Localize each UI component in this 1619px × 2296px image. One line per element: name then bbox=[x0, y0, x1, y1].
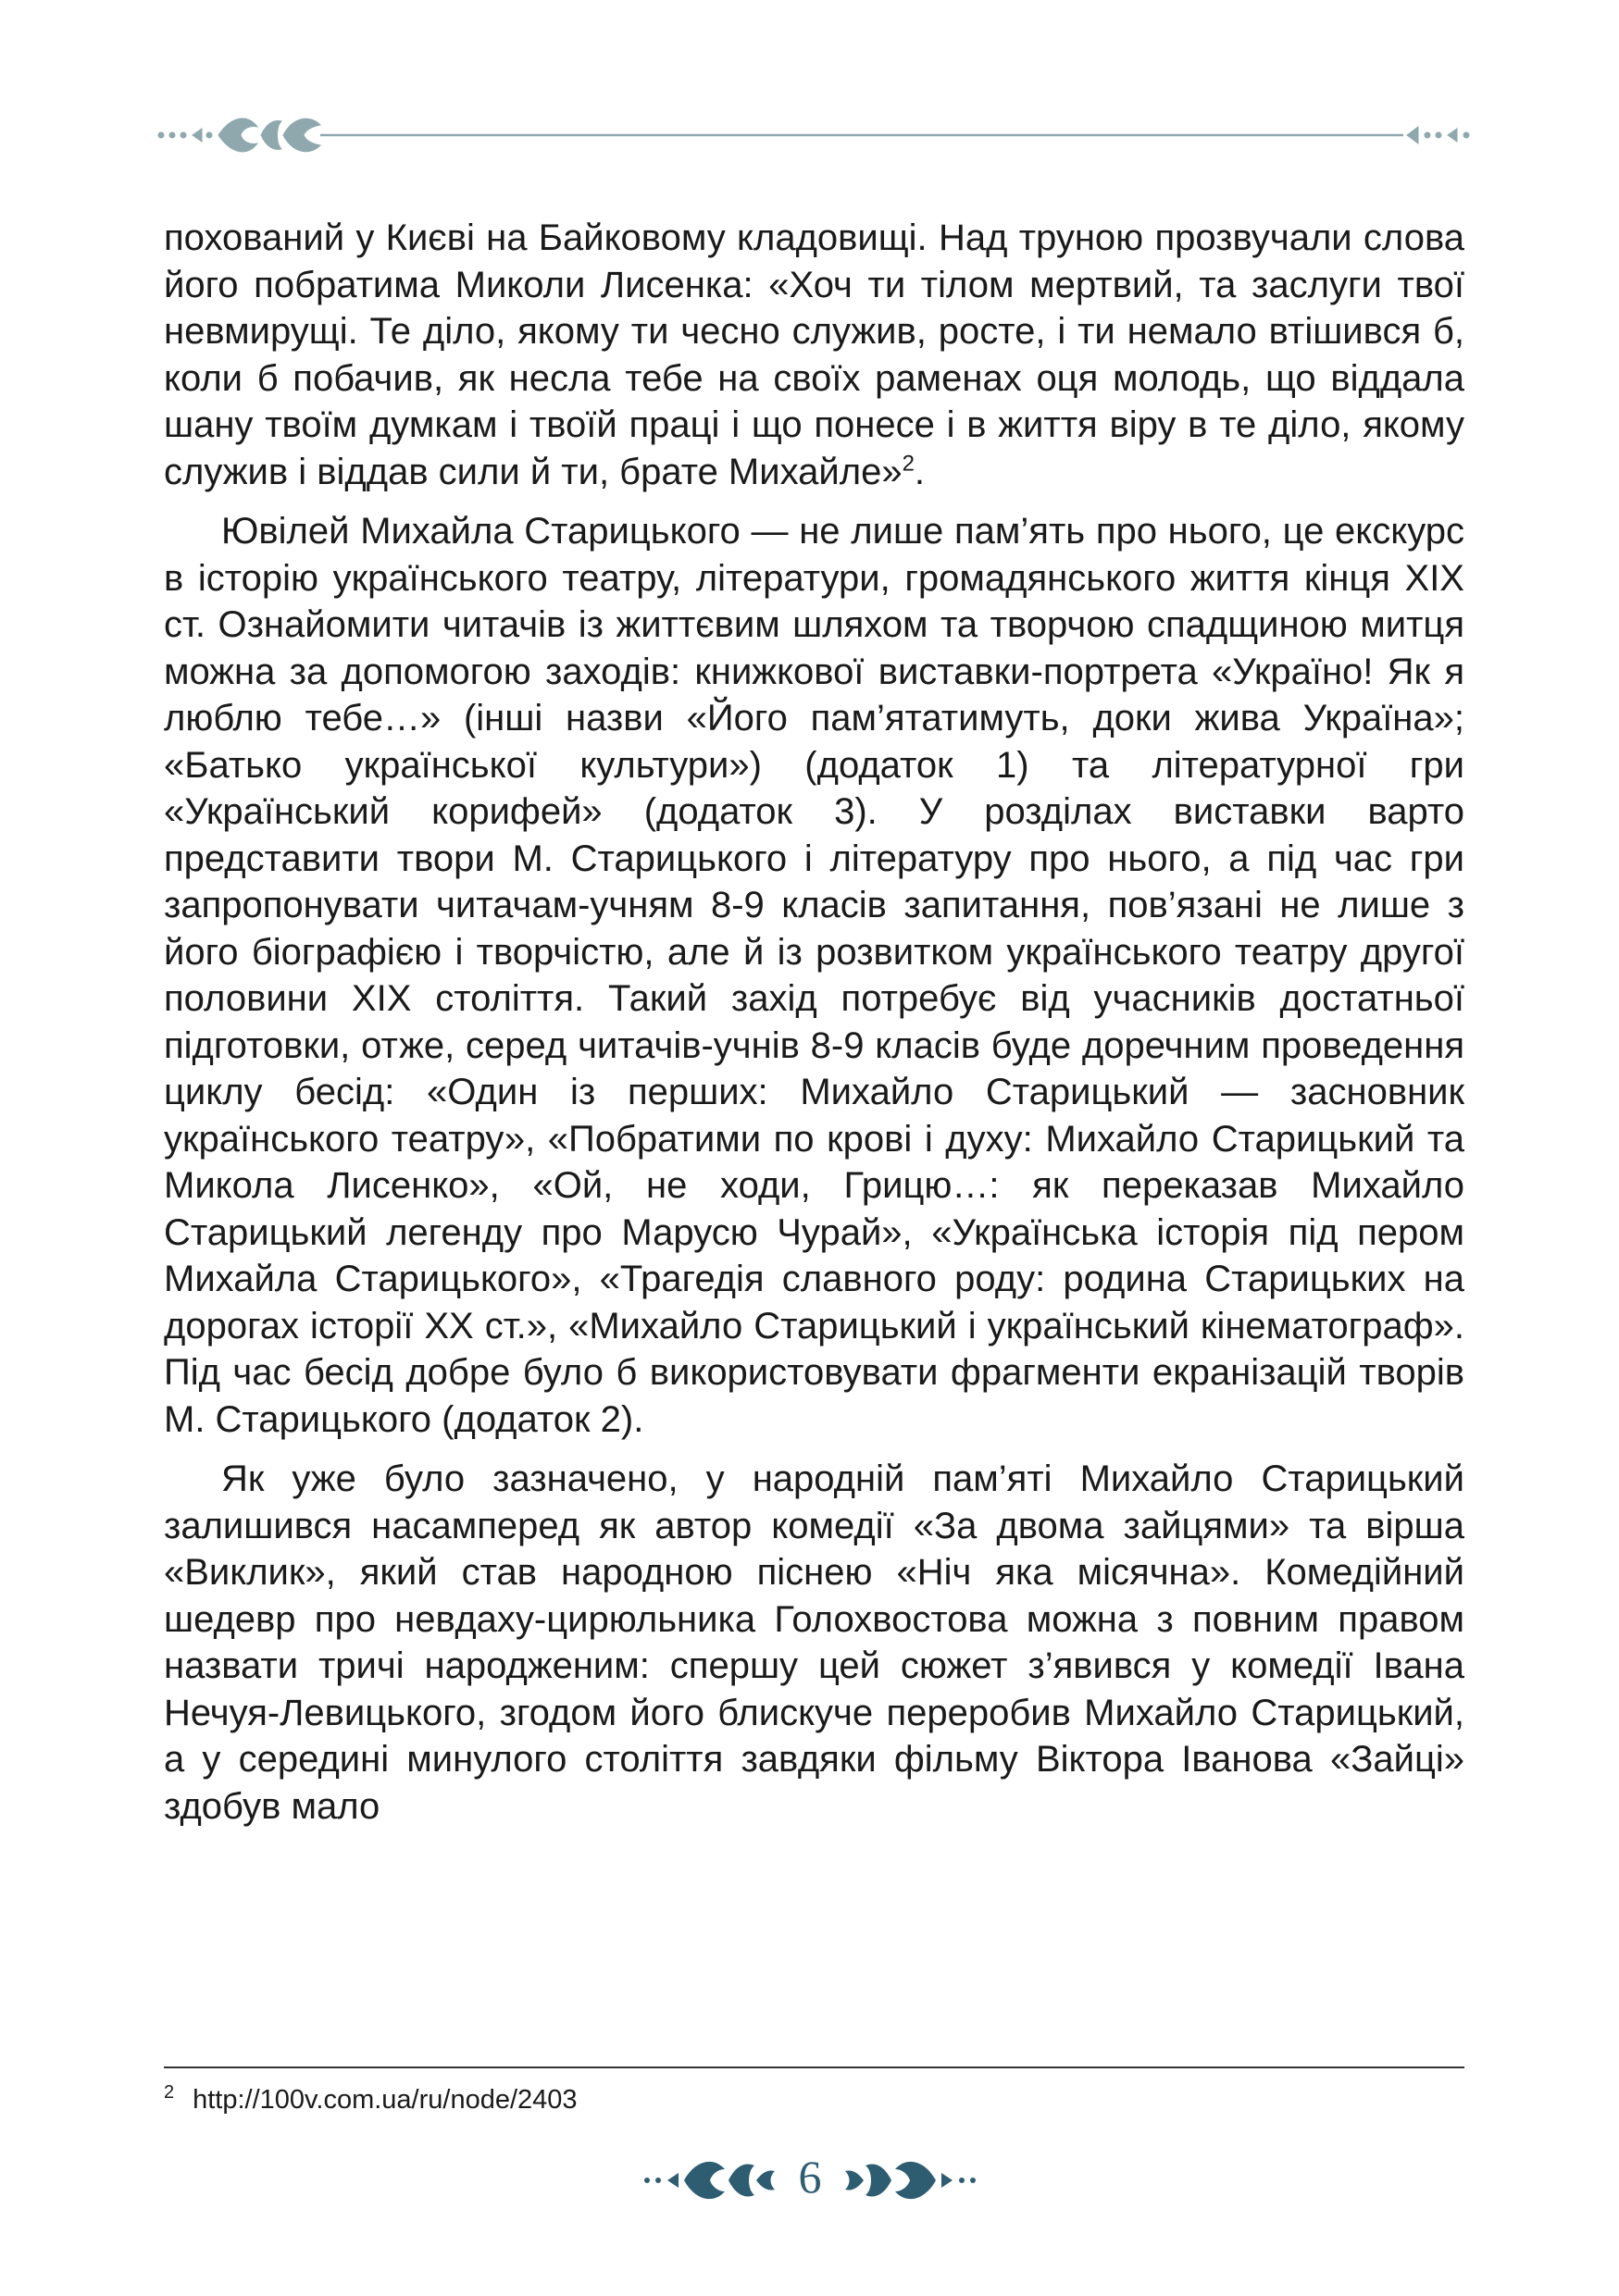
footnote-link[interactable]: http://100v.com.ua/ru/node/2403 bbox=[193, 2085, 578, 2115]
paragraph: Ювілей Михайла Старицького — не лише пам’ять про нього, це екскурс в історію українського театру, літератури, громадянського життя кінця ХІХ ст. Ознайомити читачів із життєвим шляхом та творчою спадщиною митця можна за допомогою заходів: книжкової виставки-портрета «Україно! Як я люблю тебе…» (інші назви «Його пам’ятатимуть, доки жива Україна»; «Батько української культури») (додаток 1) та літературної гри «Український корифей» (додаток 3). У розділах виставки варто представити твори М. Старицького і літературу про нього, а під час гри запропонувати читачам-учням 8-9 класів запитання, пов’язані не лише з його біографією і творчістю, але й із розвитком українського театру другої половини ХІХ століття. Такий захід потребує від учасників достатньої підготовки, отже, серед читачів-учнів 8-9 класів буде доречним проведення циклу бесід: «Один із перших: Михайло Старицький — засновник українського театру», «Побратими по крові і духу: Михайло Старицький та Микола Лисенко», «Ой, не ходи, Грицю…: як переказав Михайло Старицький легенду про Марусю Чурай», «Українська історія під пером Михайла Старицького», «Трагедія славного роду: родина Старицьких на дорогах історії ХХ ст.», «Михайло Старицький і український кінематограф». Під час бесід добре було б використовувати фрагменти екранізацій творів М. Старицького (додаток 2). bbox=[164, 511, 1464, 1440]
paragraph bbox=[164, 215, 1464, 495]
footnote-mark: 2 bbox=[164, 2082, 175, 2104]
paragraph: Як уже було зазначено, у народній пам’яті Михайло Старицький залишився насамперед як автор комедії «За двома зайцями» та вірша «Виклик», який став народною піснею «Ніч яка місячна». Комедійний шедевр про невдаху-цирюльника Голохвостова можна з повним правом назвати тричі народженим: спершу цей сюжет з’явився у комедії Івана Нечуя-Левицького, згодом його блискуче переробив Михайло Старицький, а у середині минулого століття завдяки фільму Віктора Іванова «Зайці» здобув мало bbox=[164, 1458, 1464, 1827]
footnote-divider bbox=[164, 2066, 1464, 2068]
paragraph-text: похований у Києві на Байковому кладовищі. Над труною прозвучали слова його побратима Миколи Лисенка: «Хоч ти тілом мертвий, та заслуги твої невмирущі. Те діло, якому ти чесно служив, росте, і ти немало втішився б, коли б побачив, як несла тебе на своїх раменах оця молодь, що віддала шану твоїм думкам і твоїй праці і що понесе і в життя віру в те діло, якому служив і віддав сили й ти, брате Михайле» bbox=[164, 217, 1464, 492]
footnote bbox=[164, 2082, 1464, 2117]
page-number: 6 bbox=[798, 2151, 822, 2203]
paragraph-end: . bbox=[914, 451, 926, 492]
floral-divider-icon bbox=[157, 106, 1472, 164]
footnote-reference[interactable]: 2 bbox=[902, 451, 915, 477]
main-text bbox=[164, 215, 1464, 1830]
header-ornament bbox=[157, 106, 1472, 164]
